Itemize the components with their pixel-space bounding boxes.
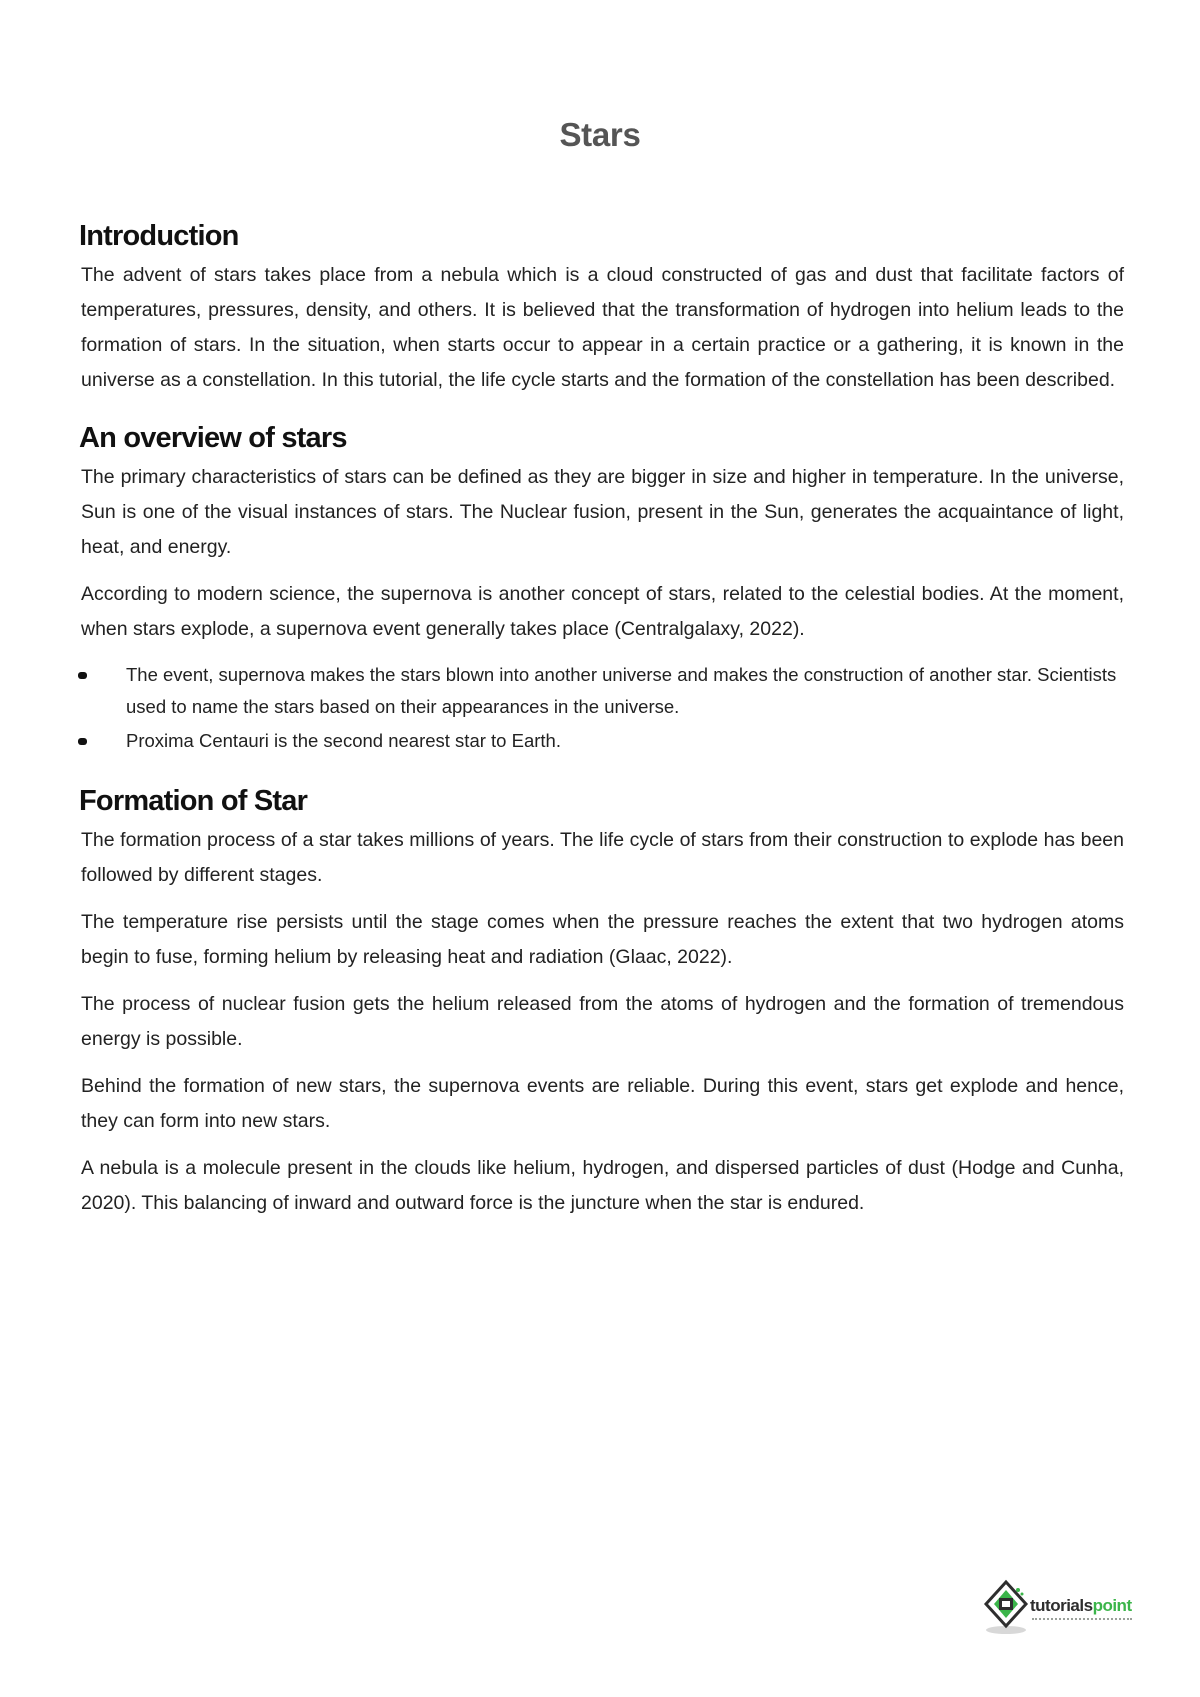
- paragraph: The temperature rise persists until the stage comes when the pressure reaches the extent that two hydrogen atoms begin to fuse, forming helium by releasing heat and radiation (Glaac, 2022).: [81, 911, 1124, 968]
- list-item: [81, 725, 1124, 757]
- logo-text-tutorials: tutorials: [1030, 1596, 1093, 1615]
- paragraph: The formation process of a star takes millions of years. The life cycle of stars from their construction to explode has been followed by different stages.: [81, 829, 1124, 886]
- paragraph: The process of nuclear fusion gets the helium released from the atoms of hydrogen and the formation of tremendous energy is possible.: [81, 993, 1124, 1050]
- list-item-text: The event, supernova makes the stars blown into another universe and makes the construction of another star. Scientists used to name the stars based on their appearances in the universe.: [126, 664, 1117, 717]
- list-item: [81, 659, 1124, 723]
- section-heading-formation: Formation of Star: [79, 785, 308, 817]
- bullet-list: [81, 659, 1124, 757]
- section-heading-overview: An overview of stars: [79, 422, 347, 454]
- bullet-icon: [78, 738, 87, 745]
- paragraph: A nebula is a molecule present in the clouds like helium, hydrogen, and dispersed particles of dust (Hodge and Cunha, 2020). This balancing of inward and outward force is the juncture when the star is endured.: [81, 1157, 1124, 1214]
- section-formation: [81, 783, 1124, 1221]
- section-overview: [81, 420, 1124, 757]
- section-introduction: [81, 218, 1124, 398]
- list-item-text: Proxima Centauri is the second nearest star to Earth.: [126, 730, 561, 751]
- logo-text-point: point: [1092, 1596, 1132, 1615]
- tutorialspoint-logo-icon: [982, 1578, 1032, 1638]
- logo-text: [1030, 1596, 1132, 1616]
- bullet-icon: [78, 672, 87, 679]
- section-heading-introduction: Introduction: [79, 220, 239, 252]
- paragraph: According to modern science, the supernova is another concept of stars, related to the celestial bodies. At the moment, when stars explode, a supernova event generally takes place (Centralgalaxy, 2022).: [81, 583, 1124, 640]
- paragraph: Behind the formation of new stars, the supernova events are reliable. During this event, stars get explode and hence, they can form into new stars.: [81, 1075, 1124, 1132]
- document-body: [81, 218, 1124, 1233]
- paragraph: The advent of stars takes place from a nebula which is a cloud constructed of gas and dust that facilitate factors of temperatures, pressures, density, and others. It is believed that the transformation of hydrogen into helium leads to the formation of stars. In the situation, when starts occur to appear in a certain practice or a gathering, it is known in the universe as a constellation. In this tutorial, the life cycle starts and the formation of the constellation has been described.: [81, 264, 1124, 391]
- page-title: Stars: [559, 116, 641, 153]
- logo-tagline-decoration: [1032, 1618, 1132, 1623]
- paragraph: The primary characteristics of stars can be defined as they are bigger in size and higher in temperature. In the universe, Sun is one of the visual instances of stars. The Nuclear fusion, present in the Sun, generates the acquaintance of light, heat, and energy.: [81, 466, 1124, 558]
- tutorialspoint-logo: [982, 1578, 1152, 1638]
